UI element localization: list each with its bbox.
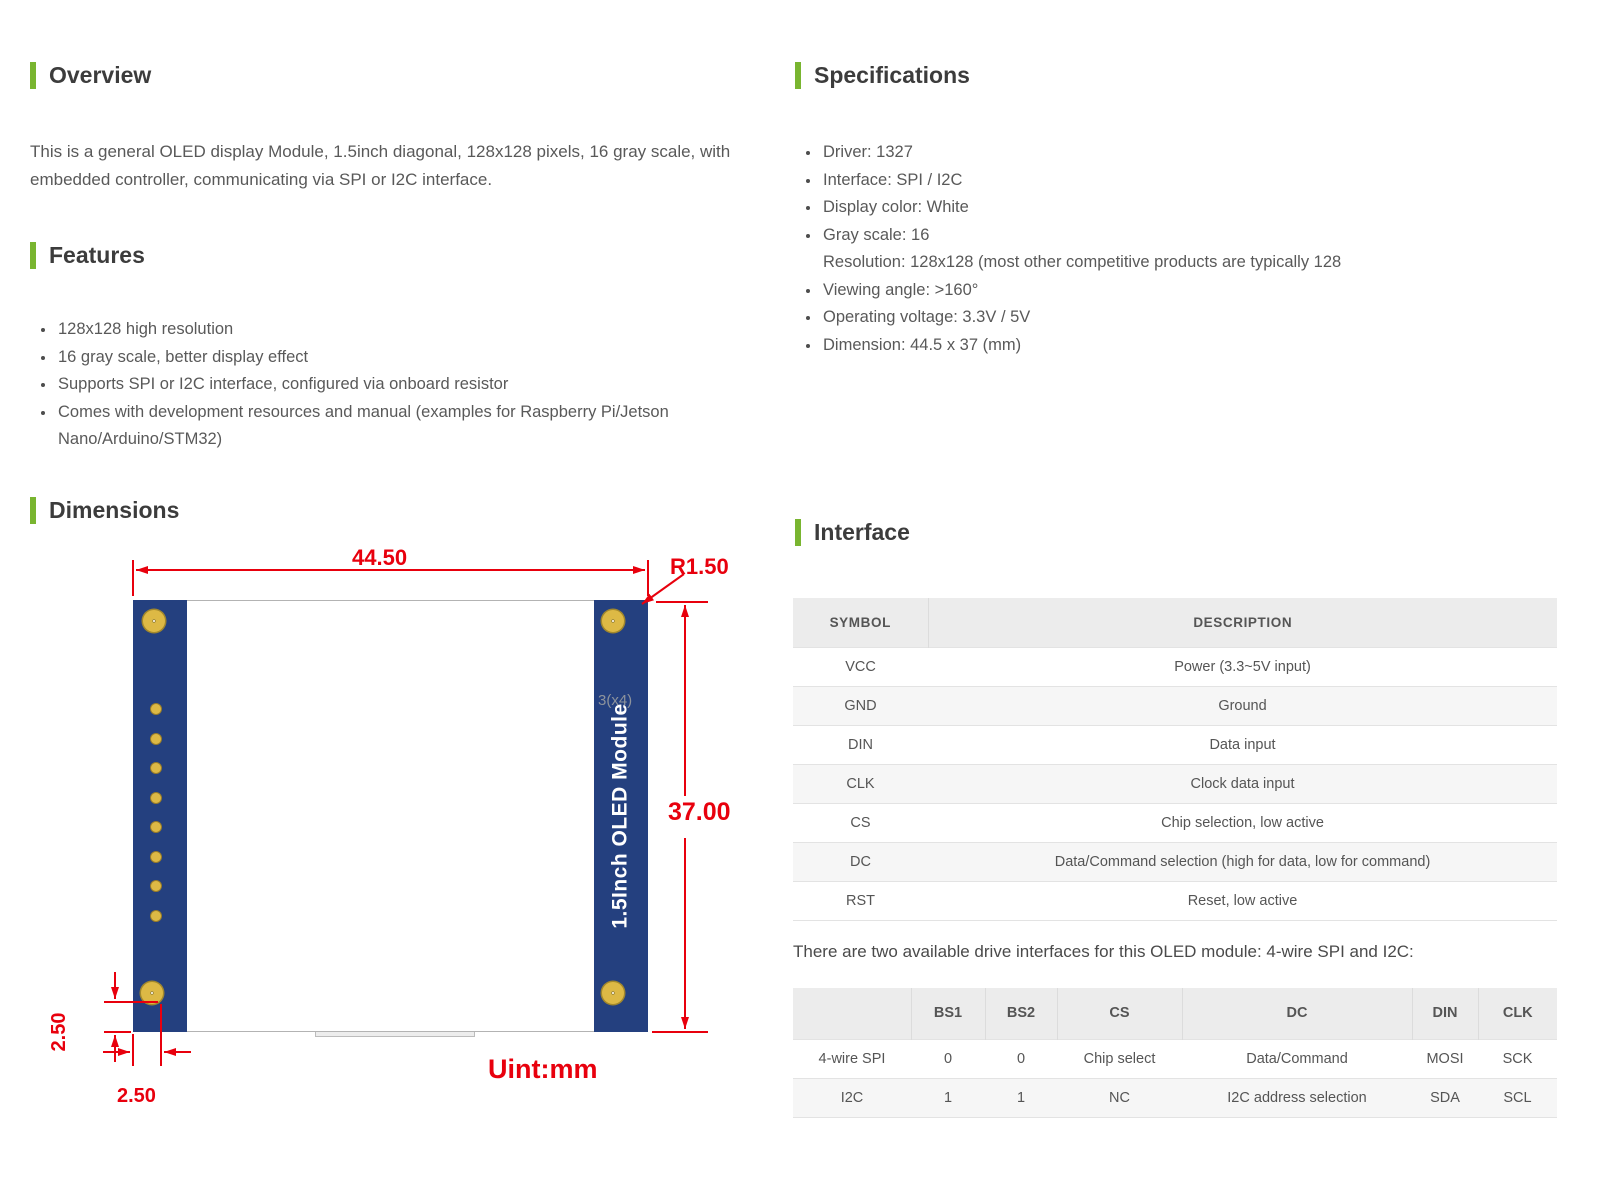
specifications-heading-label: Specifications [814,62,970,88]
table-row [793,881,1557,920]
list-item: • Driver: 1327 [821,139,1572,167]
board-silkscreen-label: 1.5Inch OLED Module [609,703,633,929]
list-item: • Gray scale: 16 [821,222,1572,250]
cell-clk: SCK [1502,1050,1533,1067]
pin-hole [151,911,161,921]
features-heading-label: Features [49,242,145,268]
pin-hole [151,793,161,803]
specifications-heading [795,62,970,89]
list-item: • 16 gray scale, better display effect [56,344,742,372]
screen-connector-tab [315,1032,475,1037]
table-row [793,842,1557,881]
pin-description: Power (3.3~5V input) [1174,658,1311,675]
mode-name: I2C [840,1089,864,1106]
pin-symbol: DIN [848,736,873,753]
mounting-hole-top-left [143,610,165,632]
features-heading [30,242,145,269]
pin-description-table [793,598,1557,921]
column-header-description: DESCRIPTION [928,598,1557,647]
column-header-symbol: SYMBOL [793,598,928,647]
height-dimension-label: 37.00 [668,798,731,826]
mounting-hole-bottom-left [141,982,163,1004]
column-header-blank [793,988,911,1039]
column-header-din: DIN [1412,988,1478,1039]
overview-heading-label: Overview [49,62,152,88]
cell-dc: I2C address selection [1227,1089,1367,1106]
table-row [793,803,1557,842]
column-header-dc: DC [1182,988,1412,1039]
cell-bs1: 0 [943,1050,953,1067]
list-item: • 128x128 high resolution [56,316,742,344]
interface-heading-label: Interface [814,519,910,545]
list-item: • Display color: White [821,194,1572,222]
cell-din: MOSI [1426,1050,1464,1067]
specifications-list [797,139,1572,359]
heading-accent-bar [30,62,36,89]
cell-clk: SCL [1503,1089,1532,1106]
pin-description: Reset, low active [1187,892,1298,909]
horizontal-offset-label: 2.50 [117,1085,156,1107]
list-item: • Resolution: 128x128 (most other competitive products are typically 128 [821,249,1572,277]
list-item: • Viewing angle: >160° [821,277,1572,305]
cell-dc: Data/Command [1246,1050,1348,1067]
pin-symbol: CS [850,814,871,831]
pin-hole [151,881,161,891]
list-item: • Operating voltage: 3.3V / 5V [821,304,1572,332]
interface-heading [795,519,910,546]
cell-bs2: 1 [1016,1089,1026,1106]
vertical-offset-label: 2.50 [48,1012,70,1052]
pin-description: Data/Command selection (high for data, low for command) [1054,853,1431,870]
cell-cs: NC [1109,1089,1130,1106]
heading-accent-bar [30,497,36,524]
heading-accent-bar [795,62,801,89]
width-dimension-label: 44.50 [352,545,408,570]
drive-mode-table [793,988,1557,1118]
table-row [793,647,1557,686]
corner-radius-label: R1.50 [670,554,729,579]
column-header-cs: CS [1057,988,1182,1039]
pin-hole [151,763,161,773]
table-row [793,725,1557,764]
column-header-clk: CLK [1478,988,1557,1039]
cell-bs2: 0 [1016,1050,1026,1067]
pin-hole [151,822,161,832]
table-row [793,764,1557,803]
table-row [793,1039,1557,1078]
pin-description: Chip selection, low active [1161,814,1324,831]
cell-cs: Chip select [1083,1050,1156,1067]
pin-symbol: GND [844,697,877,714]
table-header-row [793,988,1557,1039]
pin-description: Clock data input [1190,775,1295,792]
list-item: • Comes with development resources and manual (examples for Raspberry Pi/Jetson Nano/Arduino/STM32) [56,399,742,454]
mode-name: 4-wire SPI [818,1050,886,1067]
column-header-bs2: BS2 [985,988,1057,1039]
pin-hole [151,704,161,714]
unit-label: Uint:mm [488,1054,598,1084]
pin-hole [151,734,161,744]
drive-interface-note: There are two available drive interfaces for this OLED module: 4-wire SPI and I2C: [793,942,1414,961]
pin-symbol: VCC [845,658,876,675]
heading-accent-bar [795,519,801,546]
overview-paragraph: This is a general OLED display Module, 1.5inch diagonal, 128x128 pixels, 16 gray scale, with embedded controller, communicating via SPI or I2C interface. [30,142,731,189]
dimensions-heading-label: Dimensions [49,497,180,523]
table-row [793,686,1557,725]
dimensions-heading [30,497,179,524]
pin-hole [151,852,161,862]
pcb-left-strip [133,600,187,1032]
pin-symbol: CLK [846,775,875,792]
pin-description: Ground [1218,697,1267,714]
dimensions-diagram [20,540,780,1140]
table-row [793,1078,1557,1117]
cell-din: SDA [1430,1089,1460,1106]
list-item: • Interface: SPI / I2C [821,167,1572,195]
pin-description: Data input [1209,736,1276,753]
list-item: • Supports SPI or I2C interface, configured via onboard resistor [56,371,742,399]
features-list [32,316,742,454]
hole-count-note: 3(x4) [598,692,633,709]
table-header-row [793,598,1557,647]
heading-accent-bar [30,242,36,269]
overview-heading [30,62,151,89]
pin-symbol: RST [846,892,875,909]
pin-symbol: DC [850,853,871,870]
cell-bs1: 1 [943,1089,953,1106]
column-header-bs1: BS1 [911,988,985,1039]
list-item: • Dimension: 44.5 x 37 (mm) [821,332,1572,360]
pcb-board [133,600,648,1032]
